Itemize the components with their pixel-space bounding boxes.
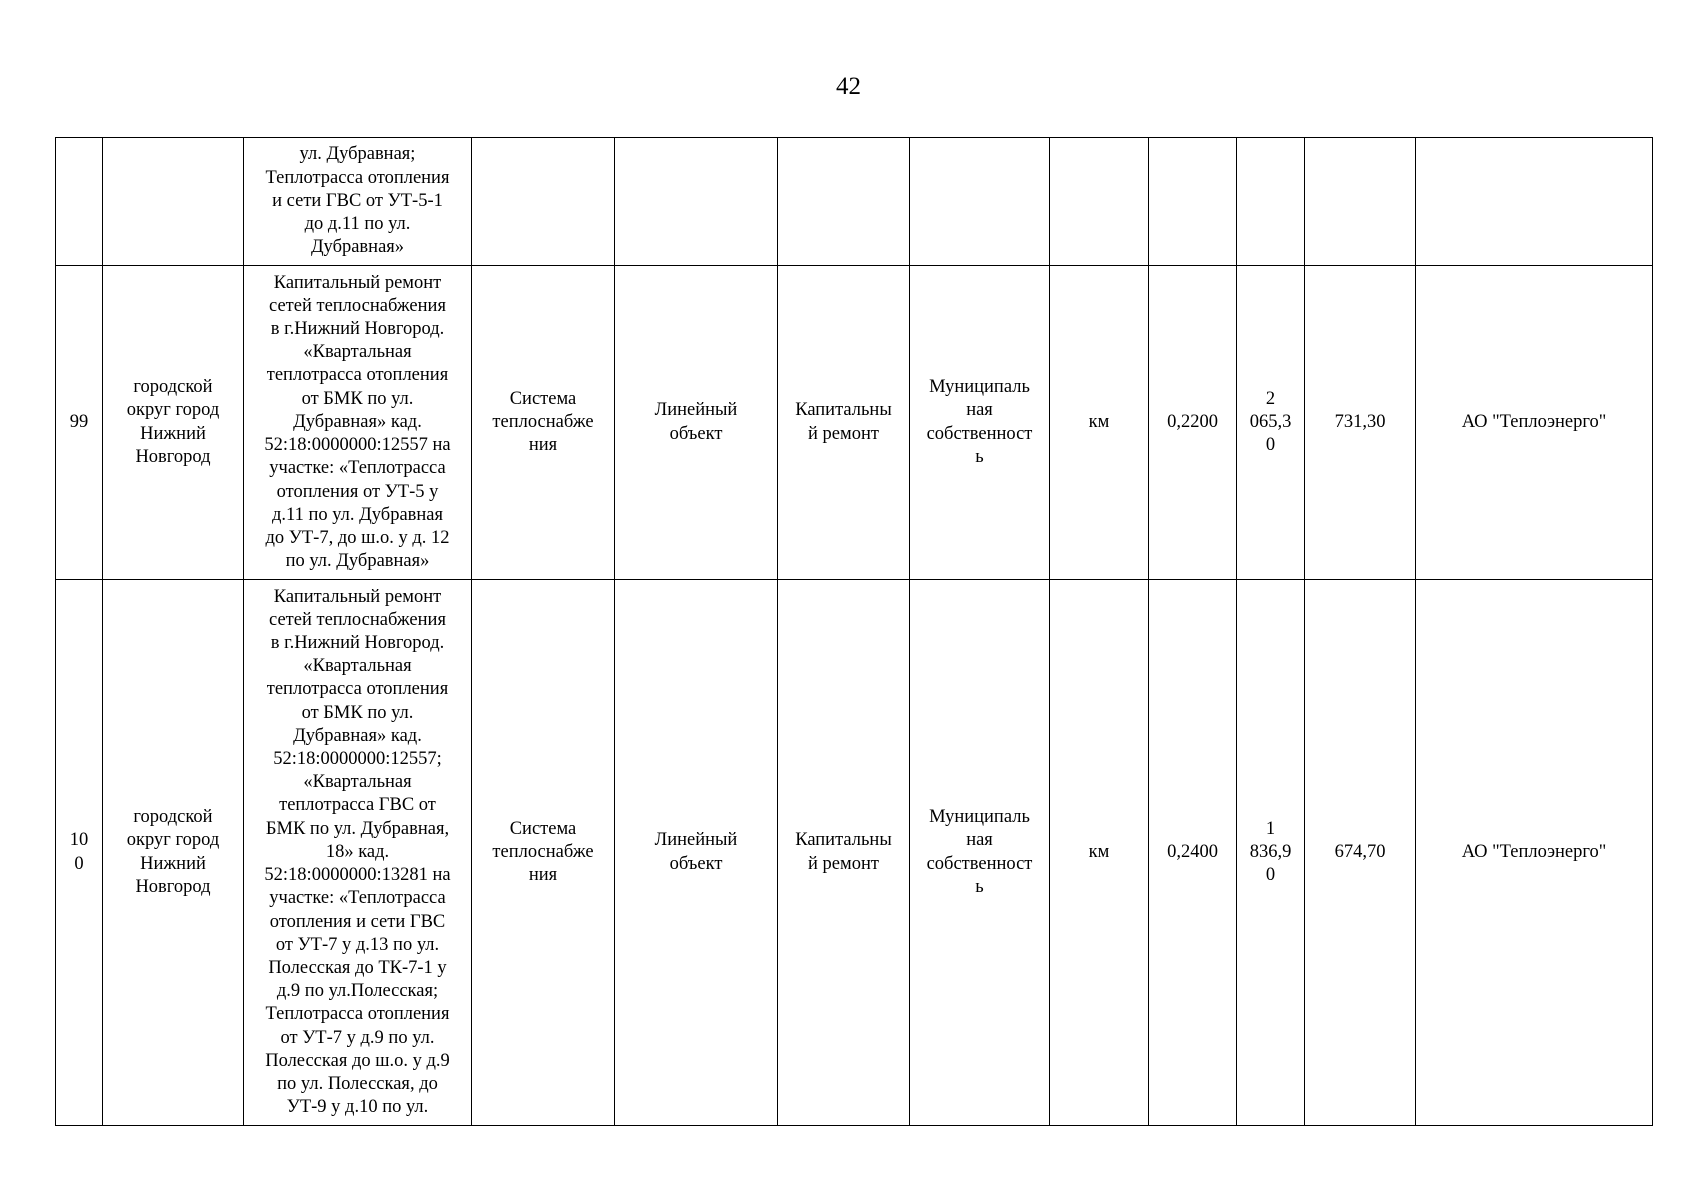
cell-description: Капитальный ремонт сетей теплоснабжения в г.Нижний Новгород. «Квартальная теплотрасса отопления от БМК по ул. Дубравная» кад. 52:18:0000000:12557 на участке: «Теплотрасса отопления от УТ-5 у д.11 по ул. Дубравная до УТ-7, до ш.о. у д. 12 по ул. Дубравная»	[244, 266, 472, 580]
cell-number	[56, 138, 103, 266]
cell-system: Система теплоснабже ния	[472, 266, 615, 580]
cell-municipality: городской округ город Нижний Новгород	[103, 580, 244, 1126]
cell-system: Система теплоснабже ния	[472, 580, 615, 1126]
cell-amount-1: 2 065,3 0	[1237, 266, 1305, 580]
cell-length: 0,2200	[1149, 266, 1237, 580]
table-row	[56, 580, 1653, 1126]
cell-organization	[1416, 138, 1653, 266]
cell-object-type: Линейный объект	[615, 266, 778, 580]
cell-ownership: Муниципаль ная собственност ь	[910, 266, 1050, 580]
cell-organization: АО "Теплоэнерго"	[1416, 580, 1653, 1126]
cell-work-type: Капитальны й ремонт	[778, 580, 910, 1126]
cell-amount-2: 674,70	[1305, 580, 1416, 1126]
cell-ownership: Муниципаль ная собственност ь	[910, 580, 1050, 1126]
cell-description: ул. Дубравная; Теплотрасса отопления и сети ГВС от УТ-5-1 до д.11 по ул. Дубравная»	[244, 138, 472, 266]
cell-amount-1	[1237, 138, 1305, 266]
cell-amount-1: 1 836,9 0	[1237, 580, 1305, 1126]
cell-work-type	[778, 138, 910, 266]
table-row	[56, 266, 1653, 580]
cell-number: 10 0	[56, 580, 103, 1126]
cell-number: 99	[56, 266, 103, 580]
projects-table	[55, 137, 1653, 1126]
cell-description: Капитальный ремонт сетей теплоснабжения в г.Нижний Новгород. «Квартальная теплотрасса отопления от БМК по ул. Дубравная» кад. 52:18:0000000:12557; «Квартальная теплотрасса ГВС от БМК по ул. Дубравная, 18» кад. 52:18:0000000:13281 на участке: «Теплотрасса отопления и сети ГВС от УТ-7 у д.13 по ул. Полесская до ТК-7-1 у д.9 по ул.Полесская; Теплотрасса отопления от УТ-7 у д.9 по ул. Полесская до ш.о. у д.9 по ул. Полесская, до УТ-9 у д.10 по ул.	[244, 580, 472, 1126]
cell-system	[472, 138, 615, 266]
cell-ownership	[910, 138, 1050, 266]
cell-length: 0,2400	[1149, 580, 1237, 1126]
cell-amount-2	[1305, 138, 1416, 266]
cell-municipality	[103, 138, 244, 266]
cell-length	[1149, 138, 1237, 266]
cell-object-type	[615, 138, 778, 266]
cell-amount-2: 731,30	[1305, 266, 1416, 580]
cell-unit	[1050, 138, 1149, 266]
cell-unit: км	[1050, 580, 1149, 1126]
page-number: 42	[836, 73, 861, 100]
cell-unit: км	[1050, 266, 1149, 580]
cell-municipality: городской округ город Нижний Новгород	[103, 266, 244, 580]
cell-organization: АО "Теплоэнерго"	[1416, 266, 1653, 580]
cell-object-type: Линейный объект	[615, 580, 778, 1126]
cell-work-type: Капитальны й ремонт	[778, 266, 910, 580]
table-row	[56, 138, 1653, 266]
